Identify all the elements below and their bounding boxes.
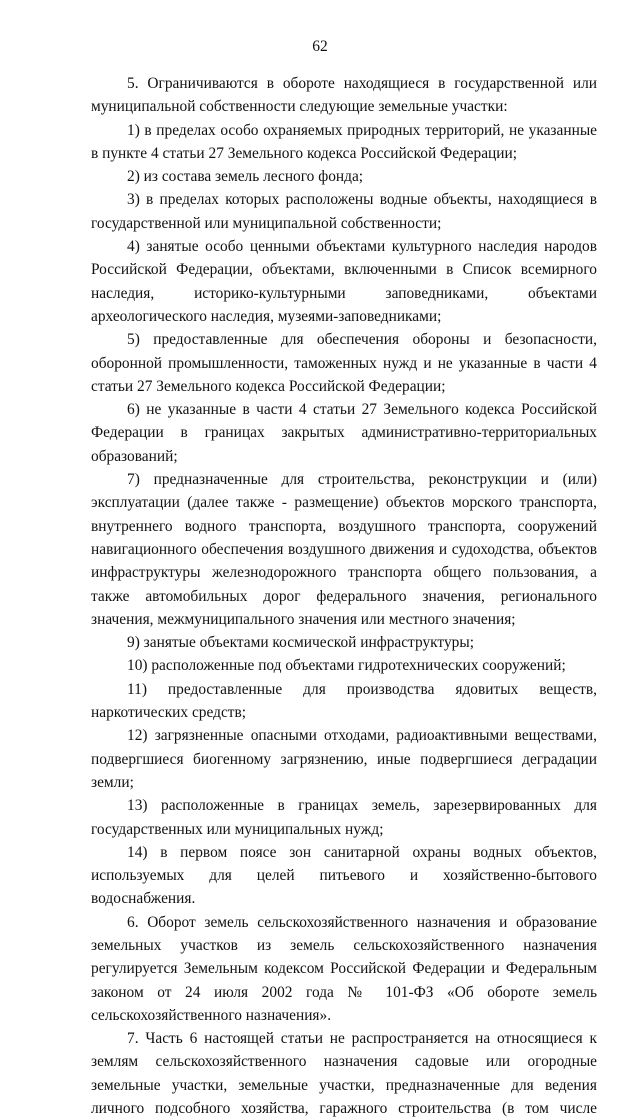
paragraph-item-10: 10) расположенные под объектами гидротехнических сооружений; — [127, 657, 566, 675]
paragraph-item-4: 4) занятые особо ценными объектами культурного наследия народов Российской Федерации, объектами, включенными в Список всемирного наследия, историко-культурными заповедниками, объектами археологического наследия, музеями-заповедниками; — [91, 238, 597, 325]
page-number: 62 — [312, 38, 328, 55]
paragraph-item-13: 13) расположенные в границах земель, зарезервированных для государственных или муниципальных нужд; — [91, 797, 597, 838]
paragraph-item-12: 12) загрязненные опасными отходами, радиоактивными веществами, подвергшиеся биогенному загрязнению, иные подвергшиеся деградации земли; — [91, 727, 597, 791]
paragraph-item-6: 6) не указанные в части 4 статьи 27 Земельного кодекса Российской Федерации в границах закрытых административно-территориальных образований; — [91, 401, 597, 465]
paragraph-item-14: 14) в первом поясе зон санитарной охраны водных объектов, используемых для целей питьевого и хозяйственно-бытового водоснабжения. — [91, 843, 597, 908]
paragraph-item-7: 7) предназначенные для строительства, реконструкции и (или) эксплуатации (далее также - размещение) объектов морского транспорта, внутреннего водного транспорта, воздушного транспорта, сооружений навигационного обеспечения воздушного движения и судоходства, объектов инфраструктуры железнодорожного транспорта общего пользования, а также автомобильных дорог федерального значения, регионального значения, межмуниципального значения или местного значения; — [91, 471, 597, 628]
paragraph-6: 6. Оборот земель сельскохозяйственного назначения и образование земельных участков из земель сельскохозяйственного назначения регулируется Земельным кодексом Российской Федерации и Федеральным законом от 24 июля 2002 года № 101-ФЗ «Об обороте земель сельскохозяйственного назначения». — [91, 913, 597, 1024]
paragraph-item-5: 5) предоставленные для обеспечения обороны и безопасности, оборонной промышленности, таможенных нужд и не указанные в части 4 статьи 27 Земельного кодекса Российской Федерации; — [91, 331, 597, 395]
paragraph-7: 7. Часть 6 настоящей статьи не распространяется на относящиеся к землям сельскохозяйственного назначения садовые или огородные земельные участки, земельные участки, предназначенные для ведения личного подсобного хозяйства, гаражного строительства (в том числе — [91, 1030, 597, 1118]
document-body — [91, 72, 597, 1120]
paragraph-item-1: 1) в пределах особо охраняемых природных территорий, не указанные в пункте 4 статьи 27 Земельного кодекса Российской Федерации; — [91, 121, 597, 162]
paragraph-5-intro: 5. Ограничиваются в обороте находящиеся в государственной или муниципальной собственности следующие земельные участки: — [91, 75, 597, 116]
paragraph-item-3: 3) в пределах которых расположены водные объекты, находящиеся в государственной или муниципальной собственности; — [91, 191, 597, 232]
paragraph-item-11: 11) предоставленные для производства ядовитых веществ, наркотических средств; — [91, 680, 597, 722]
paragraph-item-9: 9) занятые объектами космической инфраструктуры; — [127, 634, 474, 652]
paragraph-item-2: 2) из состава земель лесного фонда; — [127, 168, 364, 186]
